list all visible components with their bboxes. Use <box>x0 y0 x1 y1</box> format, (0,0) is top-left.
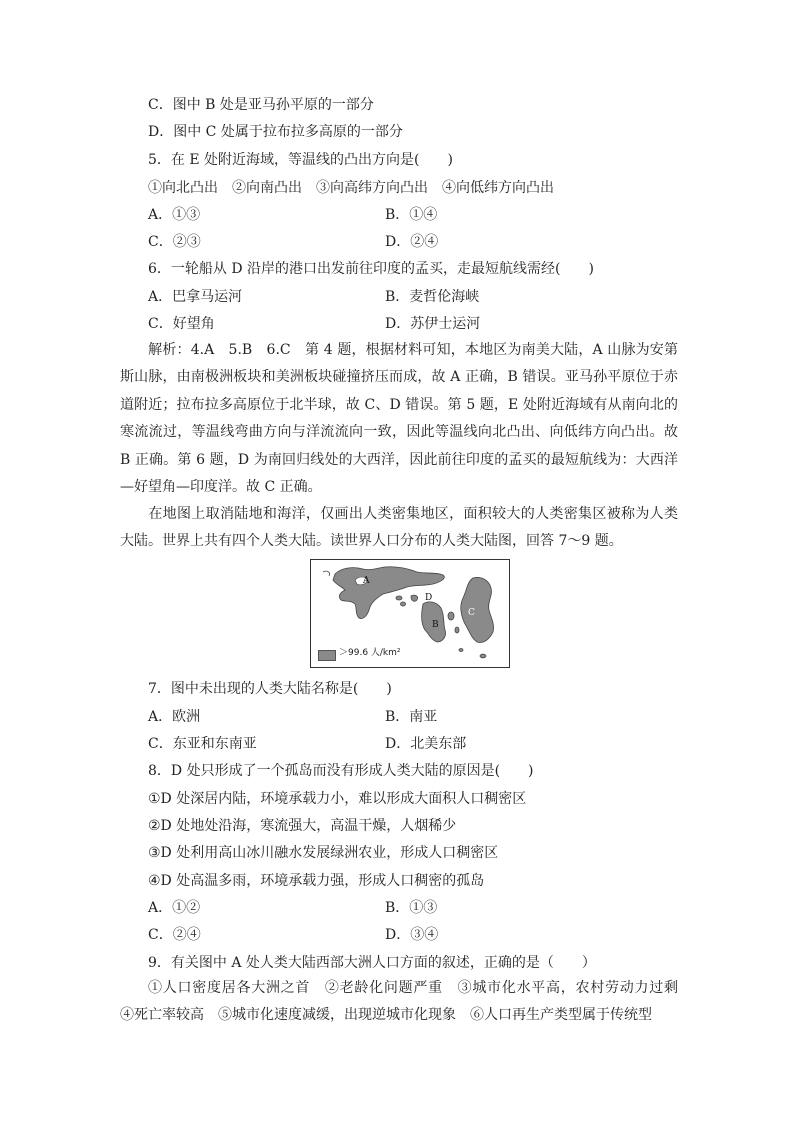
intro-paragraph <box>120 501 678 556</box>
q8-option-c: C．②④ <box>148 927 201 943</box>
q5-option-a: A．①③ <box>148 207 201 223</box>
q8-choice-1: ①D 处深居内陆，环境承载力小，难以形成大面积人口稠密区 <box>148 791 527 807</box>
q5-option-b: B．①④ <box>385 207 438 223</box>
q5-choices: ①向北凸出 ②向南凸出 ③向高纬方向凸出 ④向低纬方向凸出 <box>148 180 554 196</box>
q9-stem: 9．有关图中 A 处人类大陆西部大洲人口方面的叙述，正确的是（ ） <box>148 955 596 971</box>
legend-swatch <box>318 650 336 661</box>
q8-stem: 8．D 处只形成了一个孤岛而没有形成人类大陆的原因是( ) <box>148 763 534 779</box>
islet-5 <box>480 654 486 658</box>
region-c-shape <box>461 577 494 642</box>
q7-option-a: A．欧洲 <box>148 709 201 725</box>
legend-text: ＞99.6 人/km² <box>339 648 401 658</box>
label-c: C <box>468 608 475 618</box>
islet-6 <box>459 649 463 652</box>
intro-text: 在地图上取消陆地和海洋，仅画出人类密集地区，面积较大的人类密集区被称为人类大陆。世界上共有四个人类大陆。读世界人口分布的人类大陆图，回答 7～9 题。 <box>120 506 678 550</box>
analysis-text: 解析：4.A 5.B 6.C 第 4 题，根据材料可知，本地区为南美大陆，A 山脉为安第斯山脉，由南极洲板块和美洲板块碰撞挤压而成，故 A 正确，B 错误。亚马孙平原位于赤道附近；拉布拉多高原位于北半球，故 C、D 错误。第 5 题，E 处附近海域有从南向北的寒流流过，等温线弯曲方向与洋流流向一致，因此等温线向北凸出、向低纬方向凸出。故 B 正确。第 6 题，D 为南回归线处的大西洋，因此前往印度的孟买的最短航线为：大西洋—好望角—印度洋。故 C 正确。 <box>120 342 678 496</box>
label-d: D <box>425 593 433 603</box>
label-a: A <box>363 576 370 586</box>
q5-stem: 5．在 E 处附近海域，等温线的凸出方向是( ) <box>148 152 453 168</box>
q8-choice-4: ④D 处高温多雨，环境承载力强，形成人口稠密的孤岛 <box>148 873 485 889</box>
q5-option-d: D．②④ <box>385 234 439 250</box>
q8-option-a: A．①② <box>148 900 201 916</box>
islet-3 <box>448 612 454 620</box>
human-continent-map <box>310 559 510 668</box>
q7-stem: 7．图中未出现的人类大陆名称是( ) <box>148 681 392 697</box>
q5-option-c: C．②③ <box>148 234 201 250</box>
q6-stem: 6．一轮船从 D 沿岸的港口出发前往印度的孟买，走最短航线需经( ) <box>148 261 594 277</box>
q7-option-d: D．北美东部 <box>385 736 467 752</box>
q4-option-d: D．图中 C 处属于拉布拉多高原的一部分 <box>148 124 403 140</box>
q4-option-c: C．图中 B 处是亚马孙平原的一部分 <box>148 97 374 113</box>
islet-4 <box>455 627 459 633</box>
q6-option-a: A．巴拿马运河 <box>148 289 243 305</box>
coast-stroke <box>323 571 330 576</box>
q6-option-d: D．苏伊士运河 <box>385 316 481 332</box>
q7-option-c: C．东亚和东南亚 <box>148 736 257 752</box>
q8-choice-3: ③D 处利用高山冰川融水发展绿洲农业，形成人口稠密区 <box>148 845 499 861</box>
label-b: B <box>432 620 439 630</box>
islet-2 <box>401 602 406 606</box>
analysis-paragraph <box>120 337 678 501</box>
q7-option-b: B．南亚 <box>385 709 438 725</box>
region-d-shape <box>411 595 418 601</box>
q9-choices: ①人口密度居各大洲之首 ②老龄化问题严重 ③城市化水平高，农村劳动力过剩 ④死亡率较高 ⑤城市化速度减缓，出现逆城市化现象 ⑥人口再生产类型属于传统型 <box>120 980 692 1024</box>
q8-option-b: B．①③ <box>385 900 438 916</box>
islet-1 <box>396 596 402 600</box>
q8-choice-2: ②D 处地处沿海，寒流强大，高温干燥，人烟稀少 <box>148 818 457 834</box>
q6-option-b: B．麦哲伦海峡 <box>385 289 480 305</box>
q8-option-d: D．③④ <box>385 927 439 943</box>
q6-option-c: C．好望角 <box>148 316 215 332</box>
